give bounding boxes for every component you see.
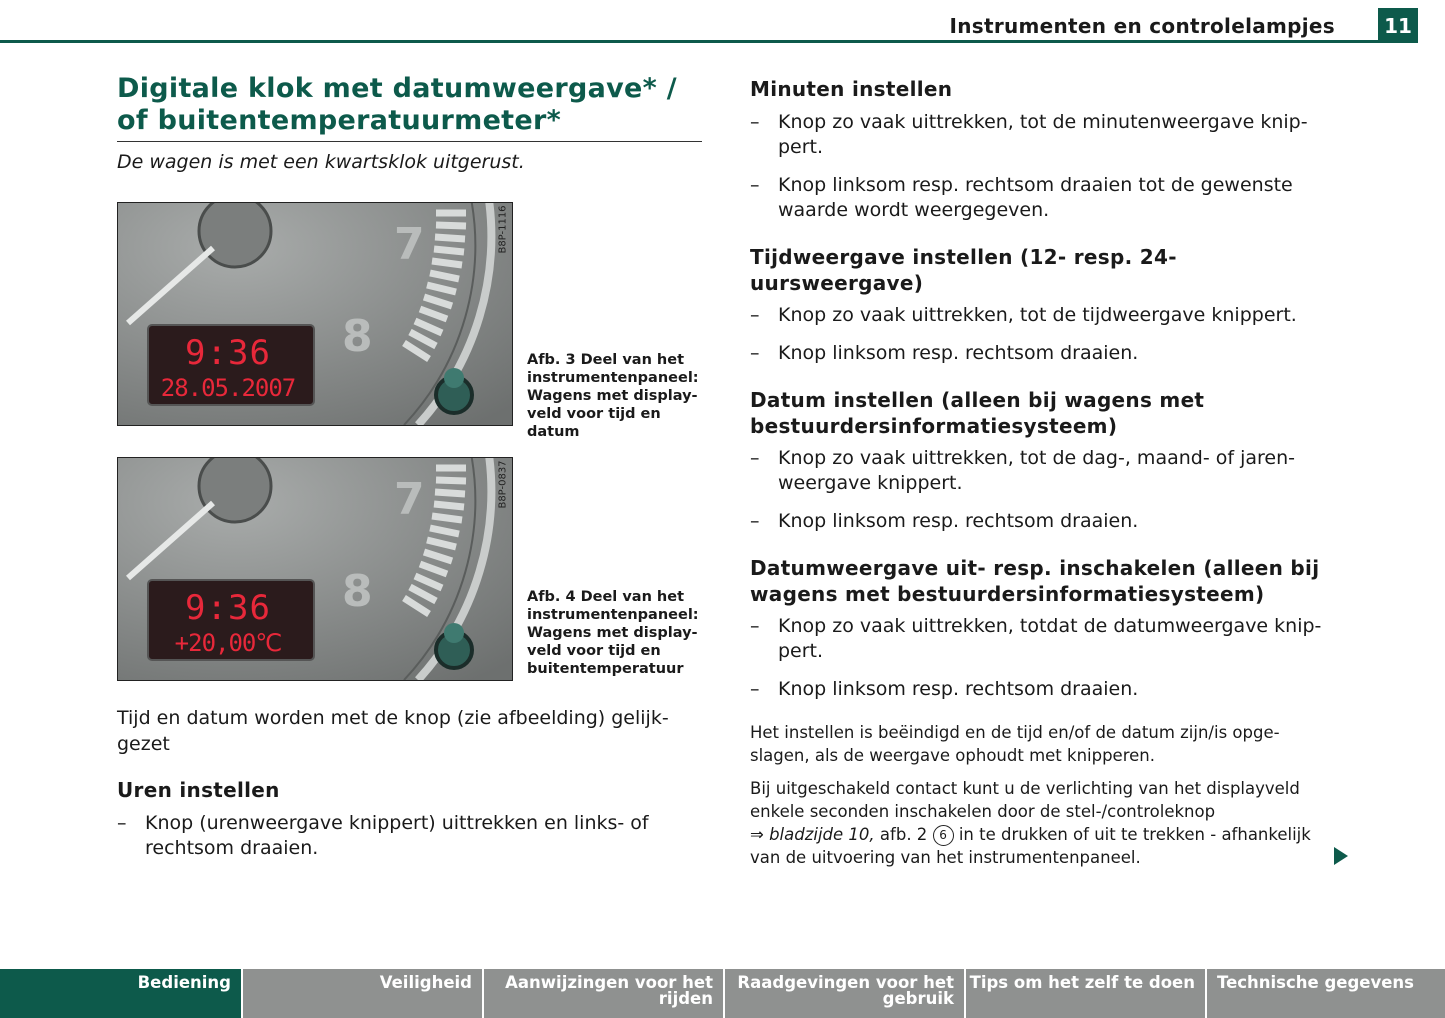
callout-number: 6 (933, 825, 954, 846)
section-intro: De wagen is met een kwartsklok uitgerust. (117, 151, 525, 173)
page-number: 11 (1378, 8, 1418, 43)
sub-heading-minuten: Minuten instellen (750, 77, 953, 101)
tab-raadgevingen[interactable]: Raadgevingen voor het gebruik (725, 969, 964, 1018)
sub-heading-tijdweergave: Tijdweergave instellen (12- resp. 24- uursweergave) (750, 245, 1177, 295)
step-item: – Knop zo vaak uittrekken, tot de tijdweergave knippert. (750, 304, 1297, 326)
dial-number: 7 (394, 474, 425, 525)
tab-technische-gegevens[interactable]: Technische gegevens (1207, 969, 1445, 1018)
dial-number: 8 (342, 311, 373, 362)
figure-clock-date (117, 202, 513, 426)
step-item: – Knop zo vaak uittrekken, tot de minutenweergave knip- pert. (750, 111, 1308, 158)
section-title-line: Digitale klok met datumweergave* / (117, 73, 677, 104)
tab-aanwijzingen[interactable]: Aanwijzingen voor het rijden (484, 969, 723, 1018)
figure-clock-temperature (117, 457, 513, 681)
sub-heading-datumweergave: Datumweergave uit- resp. inschakelen (alleen bij wagens met bestuurdersinformatiesysteem) (750, 556, 1320, 606)
header-rule (0, 40, 1378, 43)
sub-heading-uren: Uren instellen (117, 778, 280, 802)
note-paragraph: Bij uitgeschakeld contact kunt u de verlichting van het displayveld enkele seconden inschakelen door de stel-/controleknop ⇒ bladzijde 10, afb. 2 6 in te drukken of uit te trekken - afhankelijk van de uitvoering van het instrumentenpaneel. (750, 779, 1311, 867)
body-paragraph: Tijd en datum worden met de knop (zie afbeelding) gelijk- gezet (117, 707, 669, 755)
section-title (117, 73, 702, 137)
section-title-line: of buitentemperatuurmeter* (117, 105, 562, 136)
lcd-date: 28.05.2007 (160, 374, 296, 402)
sub-heading-datum: Datum instellen (alleen bij wagens met bestuurdersinformatiesysteem) (750, 388, 1205, 438)
step-item: – Knop (urenweergave knippert) uittrekken en links- of rechtsom draaien. (117, 812, 649, 859)
page-reference-link[interactable]: bladzijde 10, (769, 825, 875, 844)
instrument-panel-illustration (118, 203, 512, 425)
dial-number: 8 (342, 566, 373, 617)
section-rule (117, 141, 702, 142)
lcd-time: 9:36 (185, 588, 271, 628)
tab-bediening[interactable]: Bediening (0, 969, 241, 1018)
continue-arrow-icon (1334, 847, 1348, 865)
step-item: – Knop linksom resp. rechtsom draaien tot de gewenste waarde wordt weergegeven. (750, 174, 1293, 221)
lcd-time: 9:36 (185, 333, 271, 373)
note-paragraph: Het instellen is beëindigd en de tijd en/of de datum zijn/is opge- slagen, als de weergave ophoudt met knipperen. (750, 723, 1280, 765)
figure-id: B8P-1116 (497, 205, 509, 254)
arrow-icon: ⇒ (750, 825, 764, 844)
step-item: – Knop linksom resp. rechtsom draaien. (750, 342, 1139, 364)
dial-number: 7 (394, 219, 425, 270)
step-item: – Knop linksom resp. rechtsom draaien. (750, 510, 1139, 532)
instrument-panel-illustration (118, 458, 512, 680)
figure-caption: Afb. 3 Deel van het instrumentenpaneel: Wagens met display- veld voor tijd en datum (527, 352, 699, 440)
tab-tips[interactable]: Tips om het zelf te doen (966, 969, 1205, 1018)
step-item: – Knop linksom resp. rechtsom draaien. (750, 678, 1139, 700)
lcd-temperature: +20,00℃ (174, 629, 282, 657)
figure-caption: Afb. 4 Deel van het instrumentenpaneel: Wagens met display- veld voor tijd en buitentemperatuur (527, 589, 699, 677)
running-header: Instrumenten en controlelampjes (949, 14, 1335, 38)
step-item: – Knop zo vaak uittrekken, totdat de datumweergave knip- pert. (750, 615, 1322, 662)
footer-nav (0, 969, 1445, 1018)
figure-id: B8P-0837 (497, 460, 509, 509)
step-item: – Knop zo vaak uittrekken, tot de dag-, maand- of jaren- weergave knippert. (750, 447, 1295, 494)
tab-veiligheid[interactable]: Veiligheid (243, 969, 482, 1018)
